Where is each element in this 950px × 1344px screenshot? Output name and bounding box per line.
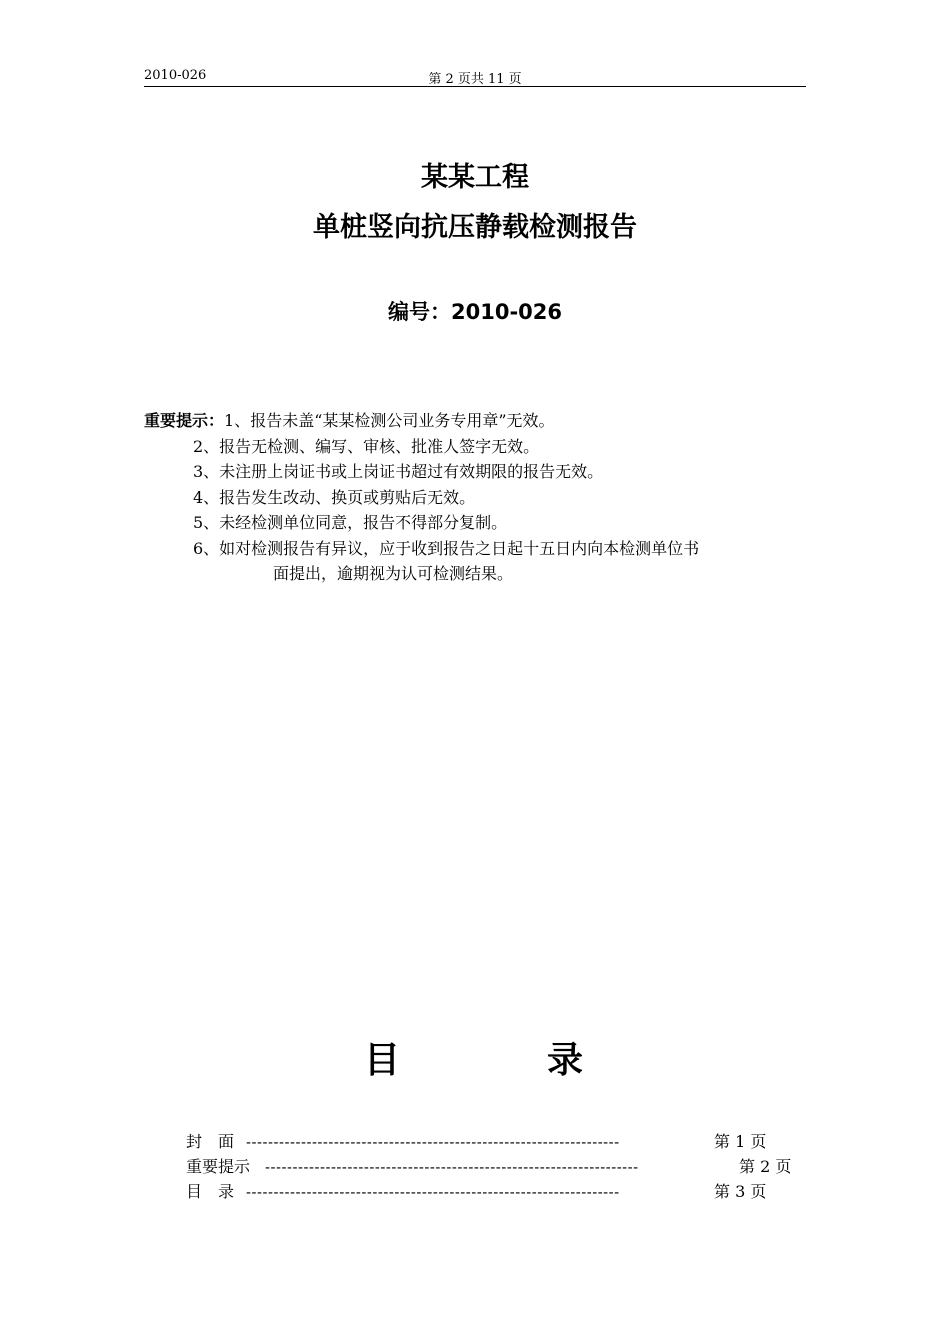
note-item: 2、报告无检测、编写、审核、批准人签字无效。 (193, 436, 540, 456)
toc-entry-leader: -------------------------------------------------------------------- (246, 1184, 620, 1201)
note-item: 4、报告发生改动、换页或剪贴后无效。 (193, 487, 476, 507)
toc-title (0, 1032, 950, 1082)
table-of-contents (186, 1130, 826, 1205)
page-header (144, 66, 806, 87)
header-doc-number: 2010-026 (144, 68, 207, 83)
toc-entry[interactable] (186, 1130, 826, 1155)
toc-title-right: 录 (547, 1040, 584, 1081)
toc-entry-name: 封 面 (186, 1132, 235, 1151)
toc-entry-name: 重要提示 (186, 1157, 251, 1176)
note-item: 1、报告未盖“某某检测公司业务专用章”无效。 (224, 411, 555, 430)
note-item: 5、未经检测单位同意，报告不得部分复制。 (193, 513, 508, 532)
toc-entry-leader: -------------------------------------------------------------------- (246, 1134, 620, 1151)
toc-entry-page: 第 3 页 (714, 1182, 767, 1201)
toc-entry-page: 第 2 页 (739, 1157, 792, 1176)
report-number: 编号：2010-026 (388, 300, 562, 324)
note-item-continuation: 面提出，逾期视为认可检测结果。 (273, 564, 514, 583)
toc-entry[interactable] (186, 1155, 826, 1180)
toc-entry[interactable] (186, 1180, 826, 1205)
toc-entry-page: 第 1 页 (714, 1132, 767, 1151)
toc-entry-leader: -------------------------------------------------------------------- (265, 1159, 639, 1176)
notes-lead: 重要提示： (144, 411, 225, 430)
toc-title-left: 目 (364, 1040, 401, 1081)
note-line-1 (144, 408, 824, 434)
report-title: 单桩竖向抗压静载检测报告 (313, 212, 637, 243)
toc-entry-name: 目 录 (186, 1182, 235, 1201)
header-page-info: 第 2 页共 11 页 (428, 72, 522, 87)
project-title: 某某工程 (421, 162, 529, 193)
note-item: 3、未注册上岗证书或上岗证书超过有效期限的报告无效。 (193, 462, 604, 481)
important-notes (144, 408, 824, 587)
note-item: 6、如对检测报告有异议，应于收到报告之日起十五日内向本检测单位书 (193, 538, 700, 558)
